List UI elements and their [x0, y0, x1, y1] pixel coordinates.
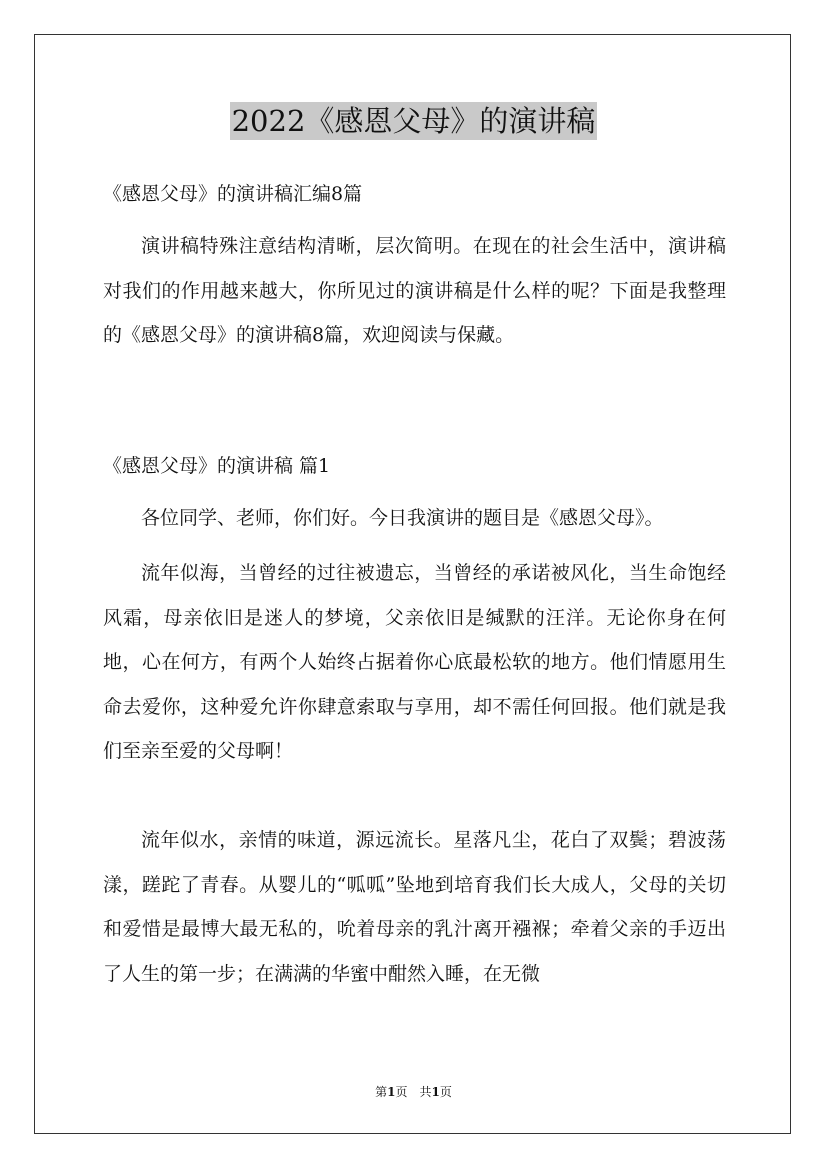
body-paragraph-3: 流年似水，亲情的味道，源远流长。星落凡尘，花白了双鬓；碧波荡漾，蹉跎了青春。从婴儿的“呱呱”坠地到培育我们长大成人，父母的关切和爱惜是最博大最无私的，吮着母亲的乳汁离开襁褓；牵着父亲的手迈出了人生的第一步；在满满的华蜜中酣然入睡，在无微 [103, 829, 726, 985]
footer-page-prefix: 第 [375, 1085, 388, 1099]
body-paragraph-1: 各位同学、老师，你们好。今日我演讲的题目是《感恩父母》。 [141, 507, 664, 529]
footer-page-number: 1 [387, 1085, 396, 1099]
section-heading-1: 《感恩父母》的演讲稿 篇1 [103, 455, 331, 477]
page-footer [0, 1084, 827, 1100]
intro-paragraph: 演讲稿特殊注意结构清晰，层次简明。在现在的社会生活中，演讲稿对我们的作用越来越大，你所见过的演讲稿是什么样的呢？下面是我整理的《感恩父母》的演讲稿8篇，欢迎阅读与保藏。 [103, 235, 726, 346]
body-paragraph-2: 流年似海，当曾经的过往被遗忘，当曾经的承诺被风化，当生命饱经风霜，母亲依旧是迷人的梦境，父亲依旧是缄默的汪洋。无论你身在何地，心在何方，有两个人始终占据着你心底最松软的地方。他们情愿用生命去爱你，这种爱允许你肆意索取与享用，却不需任何回报。他们就是我们至亲至爱的父母啊！ [103, 562, 726, 762]
title-container [0, 102, 827, 140]
footer-total-suffix: 页 [439, 1085, 452, 1099]
footer-total-pages: 1 [431, 1085, 440, 1099]
footer-page-suffix: 页 共 [395, 1085, 432, 1099]
document-title: 2022《感恩父母》的演讲稿 [231, 104, 596, 138]
document-subtitle: 《感恩父母》的演讲稿汇编8篇 [103, 183, 363, 205]
